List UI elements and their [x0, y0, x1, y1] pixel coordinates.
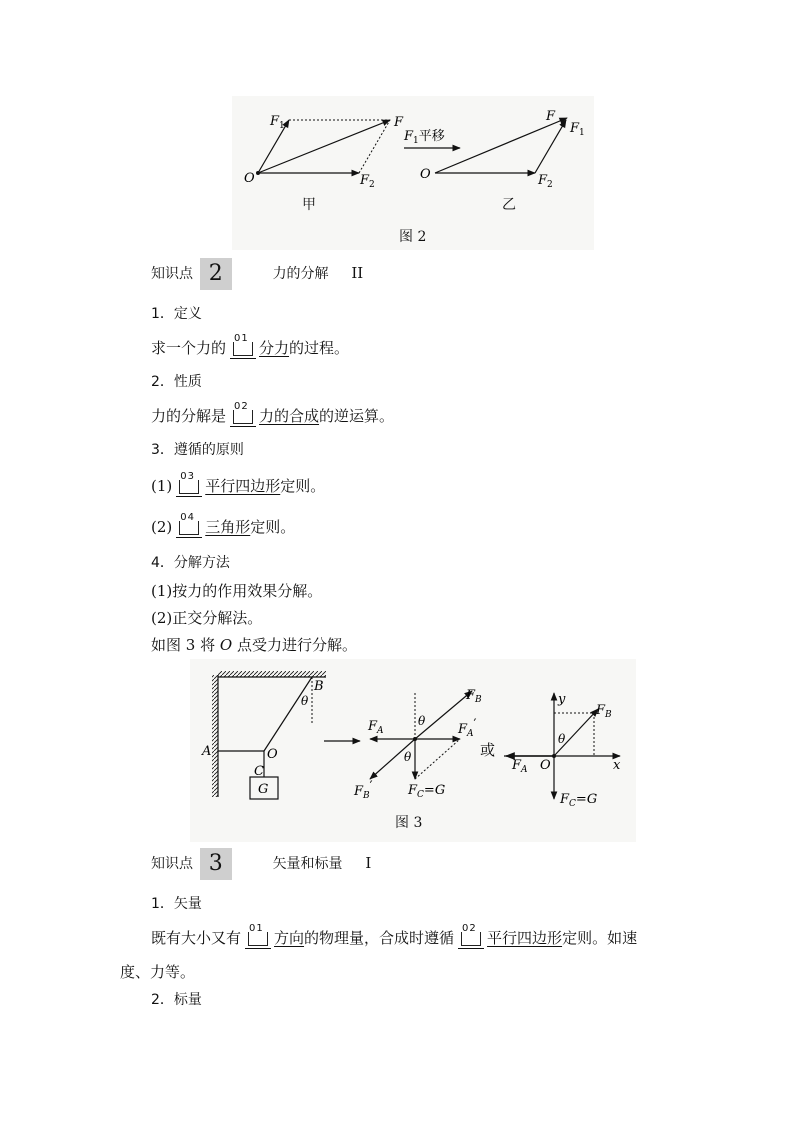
section3-title: 矢量和标量 — [272, 856, 343, 872]
rule2-prefix: (2) — [151, 518, 173, 536]
rule1-line — [151, 471, 326, 497]
rule1-blank — [176, 471, 202, 497]
fig3-label-b: B — [314, 679, 324, 694]
fig2-dashed-right — [359, 120, 390, 173]
blank-number: 01 — [249, 923, 264, 934]
vector-blank-2 — [458, 923, 484, 949]
fig3-label-o: O — [267, 747, 278, 762]
nature-text-before: 力的分解是 — [151, 407, 227, 425]
rule2-after: 定则。 — [250, 518, 296, 536]
section2-number-badge: 2 — [200, 258, 232, 290]
fig3-label-theta-1: θ — [301, 694, 309, 708]
def-answer: 分力 — [259, 339, 290, 357]
nature-answer: 力的合成 — [259, 407, 320, 425]
fig3-label-y: y — [558, 692, 566, 707]
method1: (1)按力的作用效果分解。 — [151, 582, 323, 600]
rule2-line — [151, 512, 296, 538]
rule-heading: 3．遵循的原则 — [151, 442, 244, 458]
fig3-label-fa-prime: $F_A'$ — [458, 717, 477, 739]
nature-line — [151, 401, 395, 427]
fig3-label-o-2: O — [540, 758, 551, 773]
fig2-label-f-b: F — [546, 109, 556, 124]
fig2-label-f1-a: $F_1$ — [270, 114, 285, 131]
fig3-label-fb: $F_B$ — [466, 688, 482, 705]
vector-heading: 1．矢量 — [151, 896, 202, 912]
fig3-rod-ob — [264, 677, 312, 751]
fig3-label-a: A — [202, 744, 212, 759]
rule2-answer: 三角形 — [205, 518, 251, 536]
fig3-or: 或 — [480, 741, 496, 759]
method-heading: 4．分解方法 — [151, 555, 230, 571]
vector-line-2: 度、力等。 — [120, 963, 196, 981]
nature-heading: 2．性质 — [151, 374, 202, 390]
fig3-intro-b: 点受力进行分解。 — [232, 636, 357, 654]
section3-header — [151, 848, 371, 880]
fig3-label-theta-3: θ — [404, 750, 412, 764]
fig2-sub-yi: 乙 — [502, 197, 516, 213]
fig3-label-x: x — [613, 758, 621, 773]
fig2-label-f-a: F — [394, 115, 404, 130]
rule2-blank — [176, 512, 202, 538]
fig3-intro-a: 如图 3 将 — [151, 636, 220, 654]
def-heading: 1．定义 — [151, 306, 202, 322]
scalar-heading: 2．标量 — [151, 992, 202, 1008]
fig2-arrow-caption: $F_1$平移 — [404, 129, 445, 146]
fig2-caption: 图 2 — [399, 229, 427, 245]
fig3-label-fb-prime: $F_B'$ — [354, 779, 373, 801]
fig2-label-f2-b: $F_2$ — [538, 173, 553, 190]
section3-level: I — [365, 854, 372, 872]
fig3-label-c: C — [254, 764, 264, 779]
vector-blank-1 — [245, 923, 271, 949]
fig3-label-fb-2: $F_B$ — [596, 703, 612, 720]
blank-number: 02 — [462, 923, 477, 934]
fig3-label-fc: $F_C=G$ — [408, 783, 446, 800]
fig2-label-f2-a: $F_2$ — [360, 173, 375, 190]
method2: (2)正交分解法。 — [151, 609, 263, 627]
fig3-mid-dashed-par — [415, 739, 460, 779]
blank-number: 03 — [180, 471, 195, 482]
vector-line-1 — [151, 923, 638, 949]
fig2-label-o-a: O — [244, 171, 255, 186]
def-line — [151, 333, 350, 359]
section2-prefix: 知识点 — [151, 266, 193, 282]
vector-text-2: 的物理量，合成时遵循 — [304, 929, 455, 947]
vector-text-1: 既有大小又有 — [151, 929, 242, 947]
fig3-label-fa-2: $F_A$ — [512, 758, 528, 775]
fig3-caption: 图 3 — [395, 815, 423, 831]
section2-title: 力的分解 — [272, 266, 329, 282]
blank-number: 01 — [234, 333, 249, 344]
def-text-before: 求一个力的 — [151, 339, 227, 357]
section3-prefix: 知识点 — [151, 856, 193, 872]
nature-blank — [230, 401, 256, 427]
fig2b-vector-f1 — [535, 120, 566, 173]
fig3-label-fc-2: $F_C=G$ — [560, 792, 598, 809]
def-text-after: 的过程。 — [289, 339, 350, 357]
section3-number-badge: 3 — [200, 848, 232, 880]
fig3-label-g: G — [258, 782, 269, 797]
blank-number: 04 — [180, 512, 195, 523]
rule1-answer: 平行四边形 — [205, 477, 281, 495]
fig3-label-theta-4: θ — [558, 732, 566, 746]
section2-header — [151, 258, 363, 290]
rule1-prefix: (1) — [151, 477, 173, 495]
fig3-ceiling — [218, 671, 326, 677]
fig3-wall — [212, 675, 218, 797]
fig3-label-theta-2: θ — [418, 714, 426, 728]
fig2b-vector-f — [435, 118, 567, 173]
fig2-sub-jia: 甲 — [302, 197, 316, 213]
section2-level: II — [351, 264, 364, 282]
fig3-intro — [151, 634, 357, 655]
blank-number: 02 — [234, 401, 249, 412]
vector-text-3: 定则。如速 — [562, 929, 638, 947]
fig3-label-fa: $F_A$ — [368, 719, 384, 736]
fig2-label-f1-b: $F_1$ — [570, 121, 585, 138]
vector-answer-2: 平行四边形 — [487, 929, 563, 947]
vector-answer-1: 方向 — [274, 929, 305, 947]
nature-text-after: 的逆运算。 — [319, 407, 395, 425]
def-blank — [230, 333, 256, 359]
fig2-label-o-b: O — [420, 167, 431, 182]
fig3-intro-o: O — [219, 636, 233, 654]
rule1-after: 定则。 — [280, 477, 326, 495]
